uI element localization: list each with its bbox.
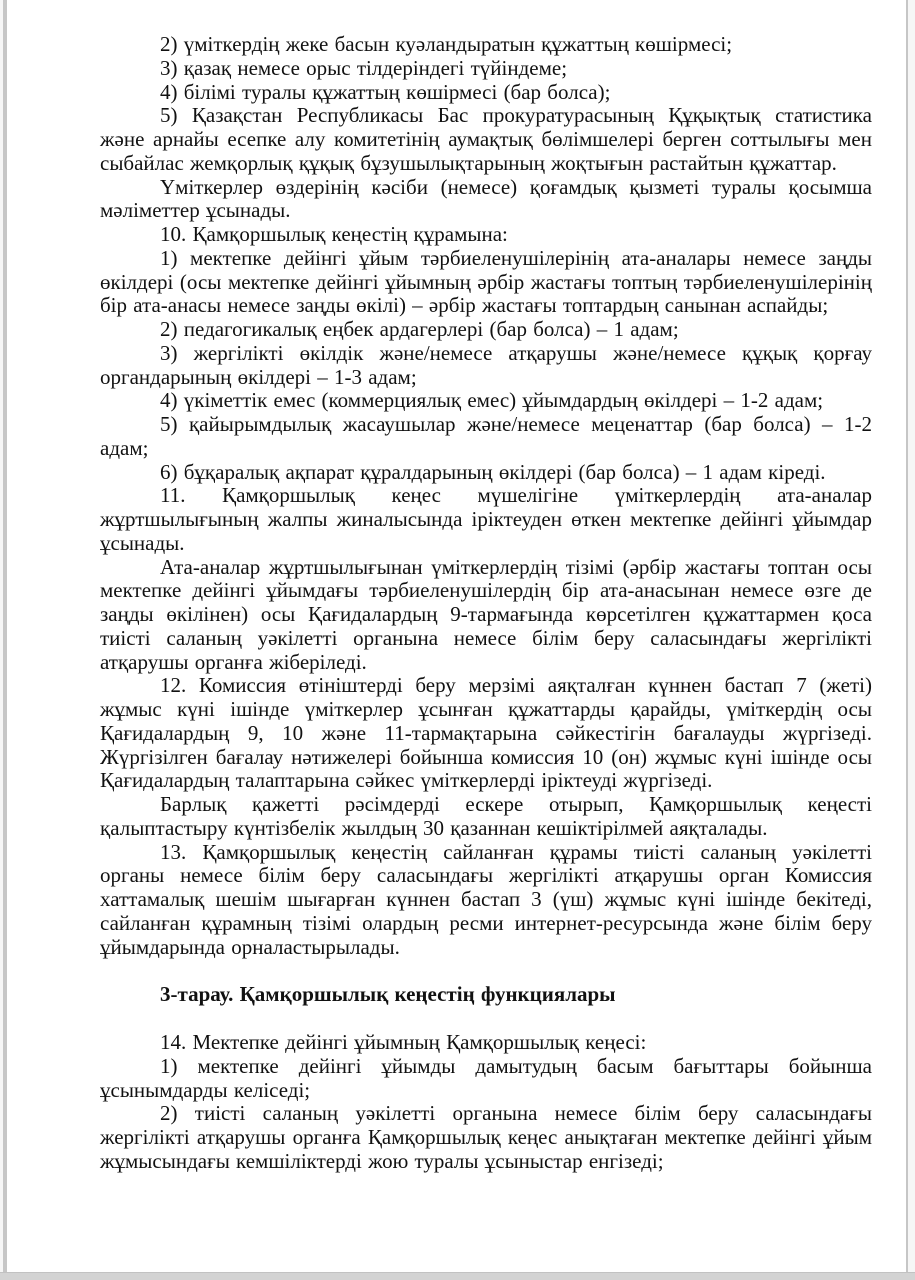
paragraph: 2) педагогикалық еңбек ардагерлері (бар болса) – 1 адам; — [160, 317, 679, 341]
paragraph: 5) қайырымдылық жасаушылар және/немесе меценаттар (бар болса) – 1-2 адам; — [100, 412, 872, 460]
paragraph: 10. Қамқоршылық кеңестің құрамына: — [160, 222, 508, 246]
paragraph: 5) Қазақстан Республикасы Бас прокуратурасының Құқықтық статистика және арнайы есепке алу комитетінің аумақтық бөлімшелері берген соттылығы мен сыбайлас жемқорлық құқық бұзушылықтарының жоқтығын растайтын құжаттар. — [100, 103, 872, 175]
paragraph: 3) қазақ немесе орыс тілдеріндегі түйіндеме; — [160, 55, 568, 80]
paragraph: 3) жергілікті өкілдік және/немесе атқарушы және/немесе құқық қорғау органдарының өкілдері – 1-3 адам; — [100, 340, 872, 389]
paragraph: 1) мектепке дейінгі ұйымды дамытудың басым бағыттары бойынша ұсынымдарды келіседі; — [100, 1053, 872, 1102]
paragraph: Үміткерлер өздерінің кәсіби (немесе) қоғамдық қызметі туралы қосымша мәліметтер ұсынады. — [100, 174, 872, 223]
paragraph: Ата-аналар жұртшылығынан үміткерлердің тізімі (әрбір жастағы топтан осы мектепке дейінгі ұйымдағы тәрбиеленушілердің бір ата-анасынан немесе өзге де заңды өкілінен) осы Қағидалардың 9-тармағында көрсетілген құжаттармен қоса тиісті саланың уәкілетті органына немесе білім беру саласындағы жергілікті атқарушы органға жіберіледі. — [100, 554, 872, 674]
paragraph: 6) бұқаралық ақпарат құралдарының өкілдері (бар болса) – 1 адам кіреді. — [160, 459, 826, 484]
chapter-heading: 3-тарау. Қамқоршылық кеңестің функциялары — [160, 982, 616, 1007]
paragraph: 4) білімі туралы құжаттың көшірмесі (бар болса); — [160, 79, 611, 104]
page-bottom-edge — [0, 1272, 915, 1280]
paragraph: 13. Қамқоршылық кеңестің сайланған құрамы тиісті саланың уәкілетті органы немесе білім беру саласындағы жергілікті атқарушы орган Комиссия хаттамалық шешім шығарған күннен бастап 3 (үш) жұмыс күні ішінде бекітеді, сайланған құрамның тізімі олардың ресми интернет-ресурсында және білім беру ұйымдарында орналастырылады. — [100, 839, 872, 959]
paragraph: 11. Қамқоршылық кеңес мүшелігіне үміткерлердің ата-аналар жұртшылығының жалпы жиналысында іріктеуден өткен мектепке дейінгі ұйымдар ұсынады. — [100, 483, 872, 555]
paragraph: 4) үкіметтік емес (коммерциялық емес) ұйымдардың өкілдері – 1-2 адам; — [160, 388, 824, 413]
document-body — [100, 33, 872, 1174]
paragraph: Барлық қажетті рәсімдерді ескере отырып, Қамқоршылық кеңесті қалыптастыру күнтізбелік жылдың 30 қазаннан кешіктірілмей аяқталады. — [100, 792, 872, 840]
document-page — [3, 0, 908, 1273]
paragraph: 14. Мектепке дейінгі ұйымның Қамқоршылық кеңесі: — [160, 1030, 647, 1054]
paragraph: 2) тиісті саланың уәкілетті органына немесе білім беру саласындағы жергілікті атқарушы органға Қамқоршылық кеңес анықтаған мектепке дейінгі ұйым жұмысындағы кемшіліктерді жою туралы ұсыныстар енгізеді; — [100, 1101, 872, 1173]
paragraph: 1) мектепке дейінгі ұйым тәрбиеленушілерінің ата-аналары немесе заңды өкілдері (осы мектепке дейінгі ұйымның әрбір жастағы топтың тәрбиеленушілерінің бір ата-анасы немесе заңды өкілі) – әрбір жастағы топтардың санынан аспайды; — [100, 245, 872, 318]
paragraph: 12. Комиссия өтініштерді беру мерзімі аяқталған күннен бастап 7 (жеті) жұмыс күні ішінде үміткерлер ұсынған құжаттарды қарайды, үміткердің осы Қағидалардың 9, 10 және 11-тармақтарына сәйкестігін бағалауды жүргізеді. Жүргізілген бағалау нәтижелері бойынша комиссия 10 (он) жұмыс күні ішінде осы Қағидалардың талаптарына сәйкес үміткерлерді іріктеуді жүргізеді. — [100, 673, 872, 793]
paragraph: 2) үміткердің жеке басын куәландыратын құжаттың көшірмесі; — [160, 32, 733, 56]
